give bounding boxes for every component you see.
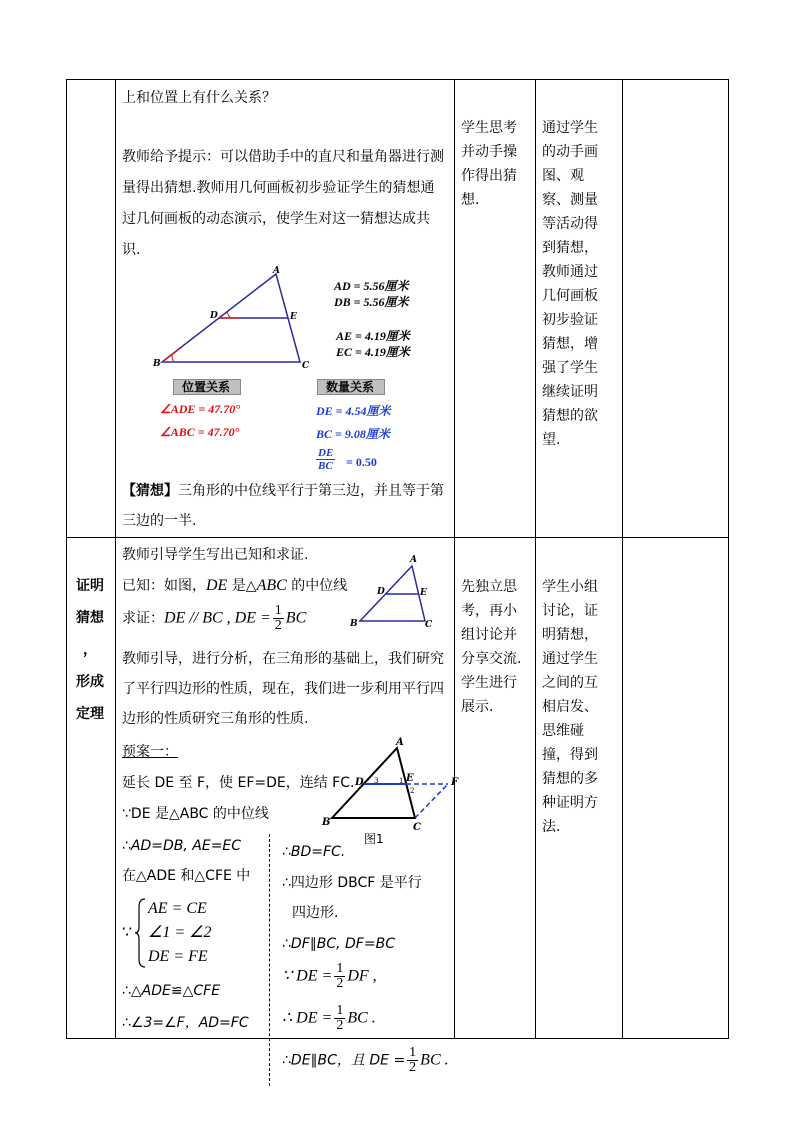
r7-two: 2 (409, 1060, 417, 1075)
phase-5: 定理 (76, 706, 104, 722)
fig1-label-1: 1 (399, 777, 404, 785)
r7-one: 1 (409, 1045, 417, 1060)
table-border-top (66, 79, 729, 80)
phase-4: 形成 (76, 674, 104, 690)
proof-left-2: ∴AD=DB, AE=EC (122, 838, 242, 854)
fig1-label-b: B (322, 817, 331, 828)
congruent-line: ∴△ADE≌△CFE (122, 983, 221, 999)
prove-expr: DE // BC , DE = (164, 609, 271, 627)
extend-line: 延长 DE 至 F，使 EF=DE，连结 FC. (122, 775, 355, 791)
r7b: BC . (420, 1051, 449, 1069)
length-de: DE = 4.54厘米 (316, 404, 391, 418)
analysis-line-3: 边形的性质研究三角形的性质. (122, 711, 309, 727)
fig1-label-d: D (355, 777, 364, 788)
guess-tag: 【猜想】 (122, 483, 178, 499)
triangle-figure-1 (320, 738, 460, 828)
fig1-label-3: 3 (374, 777, 379, 785)
measure-ec: EC = 4.19厘米 (336, 345, 410, 359)
prove-label: 求证： (122, 610, 164, 627)
small-label-a: A (410, 555, 417, 565)
fig1-label-e: E (406, 773, 414, 784)
angle-ade: ∠ADE = 47.70° (160, 402, 241, 416)
row2-design-intent: 学生小组讨论，证明猜想，通过学生之间的互相启发、思维碰撞，得到猜想的多种证明方法. (542, 579, 598, 835)
given-b: 是△ (231, 578, 257, 594)
table-border-col2 (454, 79, 455, 1039)
because-symbol: ∵ (122, 922, 133, 941)
fig-label-a: A (273, 266, 280, 276)
prove-bc: BC (285, 609, 307, 627)
guess-line-2: 三边的一半. (122, 513, 197, 529)
row1-line-2: 教师给予提示：可以借助手中的直尺和量角器进行测 (122, 149, 444, 165)
table-row-divider (66, 537, 729, 538)
measure-ae: AE = 4.19厘米 (336, 329, 410, 343)
fig1-label-a: A (396, 737, 404, 748)
prove-line (122, 604, 306, 633)
phase-1: 证明 (76, 578, 104, 594)
row2-student-activity: 先独立思考，再小组讨论并分享交流.学生进行展示. (461, 579, 522, 715)
proof-left-1: ∵DE 是△ABC 的中位线 (122, 806, 269, 822)
given-line (122, 578, 347, 594)
small-label-c: C (425, 620, 433, 630)
fig-label-e: E (290, 312, 297, 322)
r5-one: 1 (336, 961, 344, 976)
row1-line-5: 识. (122, 242, 141, 258)
length-bc: BC = 9.08厘米 (316, 427, 390, 441)
given-abc: ABC (256, 577, 287, 594)
row1-line-3: 量得出猜想.教师用几何画板初步验证学生的猜想通 (122, 180, 435, 196)
fig-label-b: B (153, 359, 161, 369)
table-border-col3 (535, 79, 536, 1039)
proof-right-2: ∴四边形 DBCF 是平行 (282, 875, 422, 891)
guess-text: 三角形的中位线平行于第三边，并且等于第 (178, 483, 444, 499)
measure-ad: AD = 5.56厘米 (334, 279, 409, 293)
row1-line-4: 过几何画板的动态演示，使学生对这一猜想达成共 (122, 211, 430, 227)
ratio-den: BC (318, 460, 333, 472)
given-c: 的中位线 (291, 578, 348, 594)
angle-eq-line: ∴∠3=∠F，AD=FC (122, 1015, 249, 1031)
frac-two: 2 (274, 618, 282, 633)
table-border-left (66, 79, 67, 1039)
fig1-label-2: 2 (410, 787, 415, 795)
small-label-b: B (350, 619, 358, 629)
r5b: DF , (347, 967, 377, 985)
position-relation-box (173, 379, 241, 395)
r7a: ∴DE∥BC，且 DE = (282, 1052, 406, 1069)
proof-right-3: 四边形. (292, 905, 339, 921)
proof-right-6 (282, 1004, 376, 1033)
row2-line-1: 教师引导学生写出已知和求证. (122, 547, 309, 563)
table-border-bottom (66, 1038, 729, 1039)
given-a: 已知：如图， (122, 578, 206, 594)
r6-two: 2 (336, 1018, 344, 1033)
angle-abc: ∠ABC = 47.70° (160, 425, 240, 439)
row1-line-1: 上和位置上有什么关系？ (122, 90, 276, 106)
r6b: BC . (347, 1009, 376, 1027)
quantity-relation-box (317, 379, 385, 395)
quantity-relation-title: 数量关系 (326, 380, 375, 394)
r6-one: 1 (336, 1003, 344, 1018)
r5-frac (334, 962, 345, 991)
brace-icon (135, 897, 147, 969)
table-border-right (728, 79, 729, 1039)
table-border-col1 (115, 79, 116, 1039)
proof-right-4: ∴DF∥BC, DF=BC (282, 936, 395, 952)
given-de: DE (206, 577, 228, 594)
sys-line-2: ∠1 = ∠2 (148, 924, 212, 941)
r5a: ∵ DE = (282, 967, 333, 985)
phase-2: 猜想 (76, 610, 104, 626)
r5-two: 2 (336, 976, 344, 991)
plan-label: 预案一： (122, 744, 178, 760)
phase-3: ， (83, 642, 97, 658)
fig1-caption: 图1 (364, 832, 384, 846)
fig-label-c: C (302, 361, 310, 371)
small-label-d: D (377, 587, 385, 597)
ratio-num: DE (318, 447, 334, 459)
r7-frac (407, 1046, 418, 1075)
phase-label (66, 570, 114, 730)
r6a: ∴ DE = (282, 1009, 333, 1027)
small-label-e: E (420, 588, 427, 598)
analysis-line-2: 了平行四边形的性质，现在，我们进一步利用平行四 (122, 681, 444, 697)
fig1-label-f: F (451, 777, 459, 788)
guess-line-1 (122, 484, 444, 498)
proof-right-7 (282, 1046, 449, 1075)
proof-left-3: 在△ADE 和△CFE 中 (122, 868, 251, 884)
measure-db: DB = 5.56厘米 (334, 295, 409, 309)
position-relation-title: 位置关系 (182, 380, 231, 394)
proof-right-1: ∴BD=FC. (282, 844, 346, 860)
table-border-col4 (622, 79, 623, 1039)
ratio-fraction (316, 447, 335, 472)
fig-label-d: D (210, 311, 218, 321)
sys-line-1: AE = CE (148, 900, 207, 917)
proof-column-separator (269, 834, 270, 1086)
ratio-value: = 0.50 (346, 455, 377, 469)
row1-student-activity: 学生思考并动手操作得出猜想. (461, 120, 517, 208)
proof-right-5 (282, 962, 377, 991)
sys-line-3: DE = FE (148, 948, 208, 965)
r6-frac (334, 1004, 345, 1033)
row1-design-intent: 通过学生的动手画图、观察、测量等活动得到猜想，教师通过几何画板初步验证猜想，增强了学生继续证明猜想的欲望. (542, 120, 598, 448)
half-fraction (273, 604, 284, 633)
fig1-label-c: C (413, 822, 421, 833)
analysis-line-1: 教师引导，进行分析，在三角形的基础上，我们研究 (122, 651, 444, 667)
frac-one: 1 (274, 603, 282, 618)
